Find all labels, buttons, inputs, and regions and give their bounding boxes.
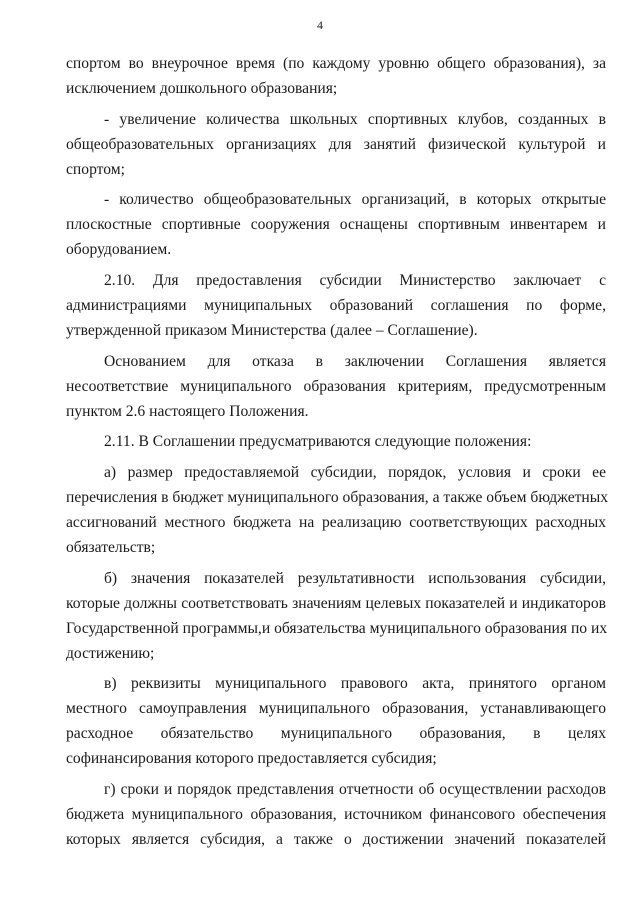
text-line: г) сроки и порядок представления отчетности об осуществлении расходов [104, 781, 606, 799]
text-line: Основанием для отказа в заключении Соглашения является [104, 352, 606, 370]
text-line: спортом во внеурочное время (по каждому уровню общего образования), за [66, 55, 606, 72]
text-line: расходное обязательство муниципального образования, в целях [66, 725, 606, 743]
text-line: обязательств; [66, 539, 156, 557]
text-line: оборудованием. [66, 241, 172, 259]
text-line: Государственной программы,и обязательства муниципального образования по их [66, 619, 608, 637]
text-line: достижению; [66, 644, 155, 662]
text-line: - увеличение количества школьных спортивных клубов, созданных в [104, 110, 606, 128]
text-line: б) значения показателей результативности использования субсидии, [104, 569, 606, 587]
text-line: пунктом 2.6 настоящего Положения. [66, 402, 309, 420]
text-line: которых является субсидия, а также о достижении значений показателей [66, 830, 606, 848]
document-body [66, 52, 609, 853]
text-line: перечисления в бюджет муниципального образования, а также объем бюджетных [66, 489, 609, 507]
text-line: исключением дошкольного образования; [66, 79, 338, 97]
text-line: общеобразовательных организациях для занятий физической культурой и [66, 135, 606, 153]
text-line: спортом; [66, 160, 125, 178]
text-line: местного самоуправления муниципального образования, устанавливающего [66, 700, 606, 718]
text-line: - количество общеобразовательных организаций, в которых открытые [104, 191, 606, 209]
page-number: 4 [317, 18, 323, 32]
text-line: утвержденной приказом Министерства (далее – Соглашение). [66, 321, 478, 339]
text-line: администрациями муниципальных образований соглашения по форме, [66, 297, 606, 315]
text-line: которые должны соответствовать значениям целевых показателей и индикаторов [66, 594, 606, 612]
text-line: 2.10. Для предоставления субсидии Министерство заключает с [104, 272, 606, 290]
text-line: 2.11. В Соглашении предусматриваются следующие положения: [104, 433, 532, 451]
text-line: в) реквизиты муниципального правового акта, принятого органом [104, 675, 606, 693]
text-line: несоответствие муниципального образования критериям, предусмотренным [66, 377, 606, 395]
text-line: бюджета муниципального образования, источником финансового обеспечения [66, 805, 606, 823]
text-line: плоскостные спортивные сооружения оснащены спортивным инвентарем и [66, 216, 606, 234]
text-line: а) размер предоставляемой субсидии, порядок, условия и сроки ее [104, 464, 606, 482]
text-line: ассигнований местного бюджета на реализацию соответствующих расходных [66, 514, 606, 532]
text-line: софинансирования которого предоставляется субсидия; [66, 750, 437, 768]
